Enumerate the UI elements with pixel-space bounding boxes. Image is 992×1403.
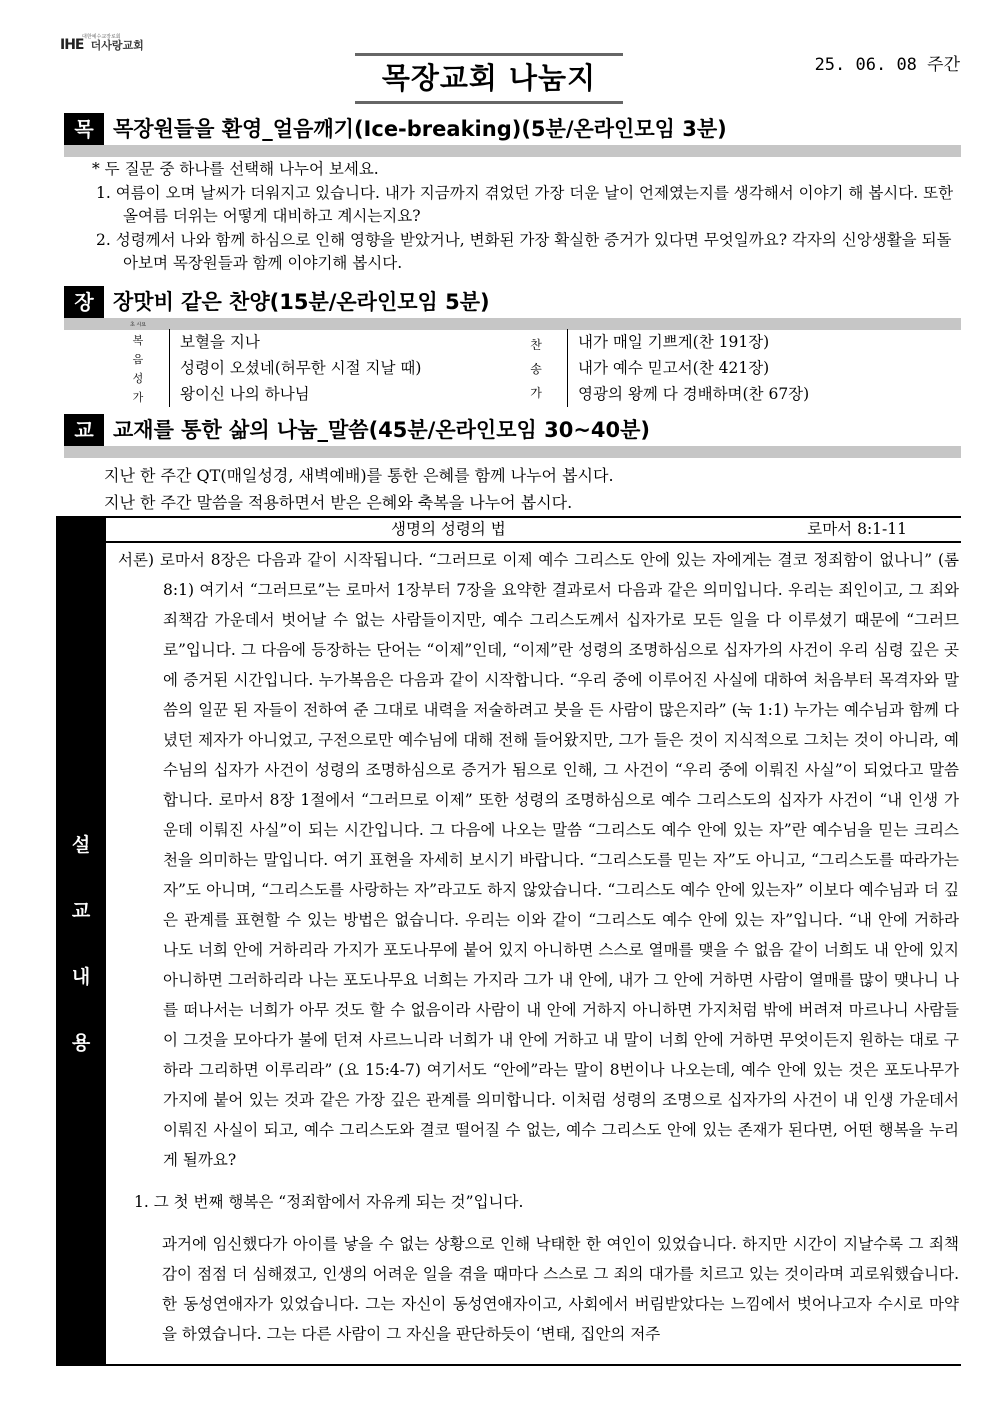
section-gyo — [56, 414, 961, 462]
sermon-intro: 서론) 로마서 8장은 다음과 같이 시작됩니다. “그러므로 이제 예수 그리스도 안에 있는 자에게는 결코 정죄함이 없나니” (롬 8:1) 여기서 “그러므로”는 로마서 1장부터 7장을 요약한 결과로서 다음과 같은 의미입니다. 우리는 죄인이고, 그 죄와 죄책감 가운데서 벗어날 수 없는 사람들이지만, 예수 그리스도께서 십자가로 모든 일을 다 이루셨기 때문에 “그러므로”입니다. 그 다음에 등장하는 단어는 “이제”인데, “이제”란 성령의 조명하심으로 십자가의 사건이 우리 심령 깊은 곳에 증거된 시간입니다. 누가복음은 다음과 같이 시작합니다. “우리 중에 이루어진 사실에 대하여 처음부터 목격자와 말씀의 일꾼 된 자들이 전하여 준 그대로 내력을 저술하려고 붓을 든 사람이 많은지라” (눅 1:1) 누가는 예수님과 함께 다녔던 제자가 아니었고, 구전으로만 예수님에 대해 전해 들어왔지만, 그가 들은 것이 지식적으로 그치는 것이 아니라, 예수님의 십자가 사건이 성령의 조명하심으로 증거가 됨으로 인해, 그 사건이 “우리 중에 이뤄진 사실”이 되었다고 말씀합니다. 로마서 8장 1절에서 “그러므로 이제” 또한 성령의 조명하심으로 예수 그리스도의 십자가 사건이 “내 인생 가운데 이뤄진 사실”이 되는 시간입니다. 그 다음에 나오는 말씀 “그리스도 예수 안에 있는 자”란 예수님을 믿는 크리스천을 의미하는 말입니다. 여기 표현을 자세히 보시기 바랍니다. “그리스도를 믿는 자”도 아니고, “그리스도를 따라가는 자”도 아니며, “그리스도를 사랑하는 자”라고도 하지 않았습니다. “그리스도 예수 안에 있는자” 이보다 예수님과 더 깊은 관계를 표현할 수 있는 방법은 없습니다. 우리는 이와 같이 “그리스도 예수 안에 있는 자”입니다. “내 안에 거하라 나도 너희 안에 거하리라 가지가 포도나무에 붙어 있지 아니하면 스스로 열매를 맺을 수 없음 같이 너희도 내 안에 있지 아니하면 그러하리라 나는 포도나무요 너희는 가지라 그가 내 안에, 내가 그 안에 거하면 사람이 열매를 많이 맺나니 나를 떠나서는 너희가 아무 것도 할 수 없음이라 사람이 내 안에 거하지 아니하면 가지처럼 밖에 버려져 마르나니 사람들이 그것을 모아다가 불에 던져 사르느니라 너희가 내 안에 거하고 내 말이 너희 안에 거하면 무엇이든지 원하는 대로 구하라 그리하면 이루리라” (요 15:4-7) 여기서도 “안에”라는 말이 8번이나 나오는데, 예수 안에 있는 것은 포도나무가 가지에 붙어 있는 것과 같은 가장 깊은 관계를 의미합니다. 이처럼 성령의 조명으로 십자가의 사건이 내 인생 가운데서 이뤄진 사실이 되고, 예수 그리스도와 결코 떨어질 수 없는, 예수 그리스도 안에 있는 존재가 된다면, 어떤 행복을 누리게 될까요? — [118, 551, 959, 1169]
sermon-title: 생명의 성령의 법 — [391, 520, 506, 538]
page-title: 목장교회 나눔지 — [381, 61, 597, 95]
section-mok — [56, 113, 961, 161]
hymn-songs — [567, 329, 809, 407]
logo-denomination: 대한예수교장로회 — [82, 34, 121, 40]
section-gyo-title: 교재를 통한 삶의 나눔_말씀(45분/온라인모임 30~40분) — [113, 418, 651, 442]
section-mok-title: 목장원들을 환영_얼음깨기(Ice-breaking)(5분/온라인모임 3분) — [113, 117, 727, 141]
section-gyo-badge: 교 — [64, 414, 104, 446]
section-mok-badge: 목 — [64, 113, 104, 145]
section-divider — [64, 145, 961, 157]
logo-church-name: 더사랑교회 — [90, 39, 144, 52]
icebreaker-question-2: 2. 성령께서 나와 함께 하심으로 인해 영향을 받았거나, 변화된 가장 확실한 증거가 있다면 무엇일까요? 각자의 신앙생활을 되돌아보며 목장원들과 함께 이야기해 봅시다. — [96, 230, 952, 272]
gospel-label-small: 초 시요 — [129, 322, 147, 328]
section-jang-title: 장맛비 같은 찬양(15분/온라인모임 5분) — [113, 290, 490, 314]
praise-list — [118, 322, 918, 407]
icebreaker-note: * 두 질문 중 하나를 선택해 나누어 보세요. — [92, 160, 379, 178]
hymn-song: 내가 매일 기쁘게(찬 191장) — [578, 333, 770, 351]
sermon-block — [56, 516, 961, 1366]
section-jang-badge: 장 — [64, 286, 104, 318]
gospel-song: 보혈을 지나 — [180, 333, 260, 351]
sharing-prompt-word: 지난 한 주간 말씀을 적용하면서 받은 은혜와 축복을 나누어 봅시다. — [104, 493, 573, 512]
week-date: 25. 06. 08 주간 — [814, 55, 960, 75]
gospel-song: 성령이 오셨네(허무한 시절 지날 때) — [180, 359, 422, 377]
sermon-reference: 로마서 8:1-11 — [807, 520, 907, 538]
sharing-prompt-qt: 지난 한 주간 QT(매일성경, 새벽예배)를 통한 은혜를 함께 나누어 봅시다. — [104, 466, 614, 485]
title-box — [355, 53, 623, 104]
sermon-side-label: 설 교 내 용 — [56, 516, 106, 1364]
section-jang — [56, 286, 961, 334]
sermon-body — [118, 545, 959, 1349]
sermon-header — [106, 516, 961, 543]
logo-mark: IHE — [60, 37, 84, 53]
gospel-songs — [169, 329, 421, 407]
gospel-songs-label: 복 음 성 가 — [132, 334, 144, 404]
hymn-songs-label: 찬 송 가 — [530, 338, 542, 400]
sharing-prompts — [104, 462, 614, 516]
sermon-point-1: 1. 그 첫 번째 행복은 “정죄함에서 자유케 되는 것”입니다. — [134, 1193, 524, 1211]
icebreaker-question-1: 1. 여름이 오며 날씨가 더워지고 있습니다. 내가 지금까지 겪었던 가장 더운 날이 언제였는지를 생각해서 이야기 해 봅시다. 또한 올여름 더위는 어떻게 대비하고 계시는지요? — [96, 183, 954, 225]
church-logo — [60, 34, 144, 53]
sermon-paragraph: 과거에 임신했다가 아이를 낳을 수 없는 상황으로 인해 낙태한 한 여인이 있었습니다. 하지만 시간이 지날수록 그 죄책감이 점점 더 심해졌고, 인생의 어려운 일을 겪을 때마다 스스로 그 죄의 대가를 치르고 있는 것이라며 괴로워했습니다. 한 동성연애자가 있었습니다. 그는 자신이 동성연애자이고, 사회에서 버림받았다는 느낌에서 벗어나고자 수시로 마약을 하였습니다. 그는 다른 사람이 그 자신을 판단하듯이 ‘변태, 집안의 저주 — [162, 1235, 959, 1343]
hymn-song: 영광의 왕께 다 경배하며(찬 67장) — [578, 385, 810, 403]
icebreaker-list — [92, 158, 958, 276]
section-divider — [64, 446, 961, 458]
gospel-song: 왕이신 나의 하나님 — [180, 385, 310, 403]
hymn-song: 내가 예수 믿고서(찬 421장) — [578, 359, 770, 377]
